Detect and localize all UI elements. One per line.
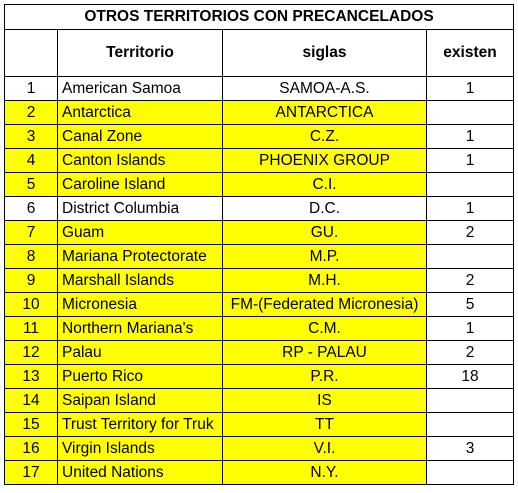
row-number-cell: 12 [5, 341, 58, 365]
row-number-cell: 3 [5, 125, 58, 149]
exists-cell: 1 [427, 197, 514, 221]
code-cell: V.I. [223, 437, 427, 461]
territory-cell: Puerto Rico [58, 365, 223, 389]
row-number-cell: 13 [5, 365, 58, 389]
row-number-cell: 11 [5, 317, 58, 341]
territory-cell: District Columbia [58, 197, 223, 221]
territory-cell: Northern Mariana's [58, 317, 223, 341]
table-row [5, 365, 514, 389]
header-code: siglas [223, 30, 427, 77]
code-cell: TT [223, 413, 427, 437]
exists-cell: 3 [427, 437, 514, 461]
table-row [5, 269, 514, 293]
code-cell: ANTARCTICA [223, 101, 427, 125]
code-cell: M.P. [223, 245, 427, 269]
row-number-cell: 17 [5, 461, 58, 485]
title-row [5, 5, 514, 30]
territory-cell: Mariana Protectorate [58, 245, 223, 269]
row-number-cell: 16 [5, 437, 58, 461]
exists-cell: 1 [427, 77, 514, 101]
row-number-cell: 5 [5, 173, 58, 197]
code-cell: SAMOA-A.S. [223, 77, 427, 101]
row-number-cell: 7 [5, 221, 58, 245]
territory-cell: United Nations [58, 461, 223, 485]
territory-cell: Guam [58, 221, 223, 245]
territory-cell: American Samoa [58, 77, 223, 101]
table-row [5, 437, 514, 461]
table-row [5, 221, 514, 245]
header-exists: existen [427, 30, 514, 77]
exists-cell: 2 [427, 221, 514, 245]
code-cell: D.C. [223, 197, 427, 221]
territory-cell: Antarctica [58, 101, 223, 125]
exists-cell: 2 [427, 341, 514, 365]
table-row [5, 461, 514, 485]
row-number-cell: 15 [5, 413, 58, 437]
code-cell: GU. [223, 221, 427, 245]
exists-cell [427, 461, 514, 485]
row-number-cell: 2 [5, 101, 58, 125]
exists-cell: 18 [427, 365, 514, 389]
table-row [5, 293, 514, 317]
code-cell: C.I. [223, 173, 427, 197]
code-cell: RP - PALAU [223, 341, 427, 365]
table-row [5, 101, 514, 125]
territories-table [4, 4, 514, 485]
spreadsheet [4, 4, 514, 485]
header-row [5, 30, 514, 77]
row-number-cell: 4 [5, 149, 58, 173]
territory-cell: Canton Islands [58, 149, 223, 173]
code-cell: N.Y. [223, 461, 427, 485]
table-row [5, 197, 514, 221]
header-number [5, 30, 58, 77]
code-cell: M.H. [223, 269, 427, 293]
table-title: OTROS TERRITORIOS CON PRECANCELADOS [5, 5, 514, 30]
row-number-cell: 9 [5, 269, 58, 293]
territory-cell: Canal Zone [58, 125, 223, 149]
row-number-cell: 1 [5, 77, 58, 101]
code-cell: IS [223, 389, 427, 413]
territory-cell: Palau [58, 341, 223, 365]
table-row [5, 341, 514, 365]
table-row [5, 245, 514, 269]
territory-cell: Caroline Island [58, 173, 223, 197]
code-cell: C.M. [223, 317, 427, 341]
territory-cell: Trust Territory for Truk [58, 413, 223, 437]
exists-cell [427, 413, 514, 437]
table-row [5, 173, 514, 197]
exists-cell: 2 [427, 269, 514, 293]
row-number-cell: 14 [5, 389, 58, 413]
table-row [5, 125, 514, 149]
table-row [5, 413, 514, 437]
table-row [5, 317, 514, 341]
code-cell: PHOENIX GROUP [223, 149, 427, 173]
exists-cell: 1 [427, 125, 514, 149]
table-row [5, 77, 514, 101]
territory-cell: Micronesia [58, 293, 223, 317]
exists-cell [427, 173, 514, 197]
exists-cell: 1 [427, 317, 514, 341]
table-row [5, 389, 514, 413]
exists-cell [427, 101, 514, 125]
territory-cell: Marshall Islands [58, 269, 223, 293]
territory-cell: Saipan Island [58, 389, 223, 413]
table-row [5, 149, 514, 173]
exists-cell [427, 245, 514, 269]
exists-cell [427, 389, 514, 413]
header-territory: Territorio [58, 30, 223, 77]
exists-cell: 1 [427, 149, 514, 173]
row-number-cell: 6 [5, 197, 58, 221]
code-cell: C.Z. [223, 125, 427, 149]
row-number-cell: 8 [5, 245, 58, 269]
territory-cell: Virgin Islands [58, 437, 223, 461]
code-cell: FM-(Federated Micronesia) [223, 293, 427, 317]
exists-cell: 5 [427, 293, 514, 317]
code-cell: P.R. [223, 365, 427, 389]
row-number-cell: 10 [5, 293, 58, 317]
